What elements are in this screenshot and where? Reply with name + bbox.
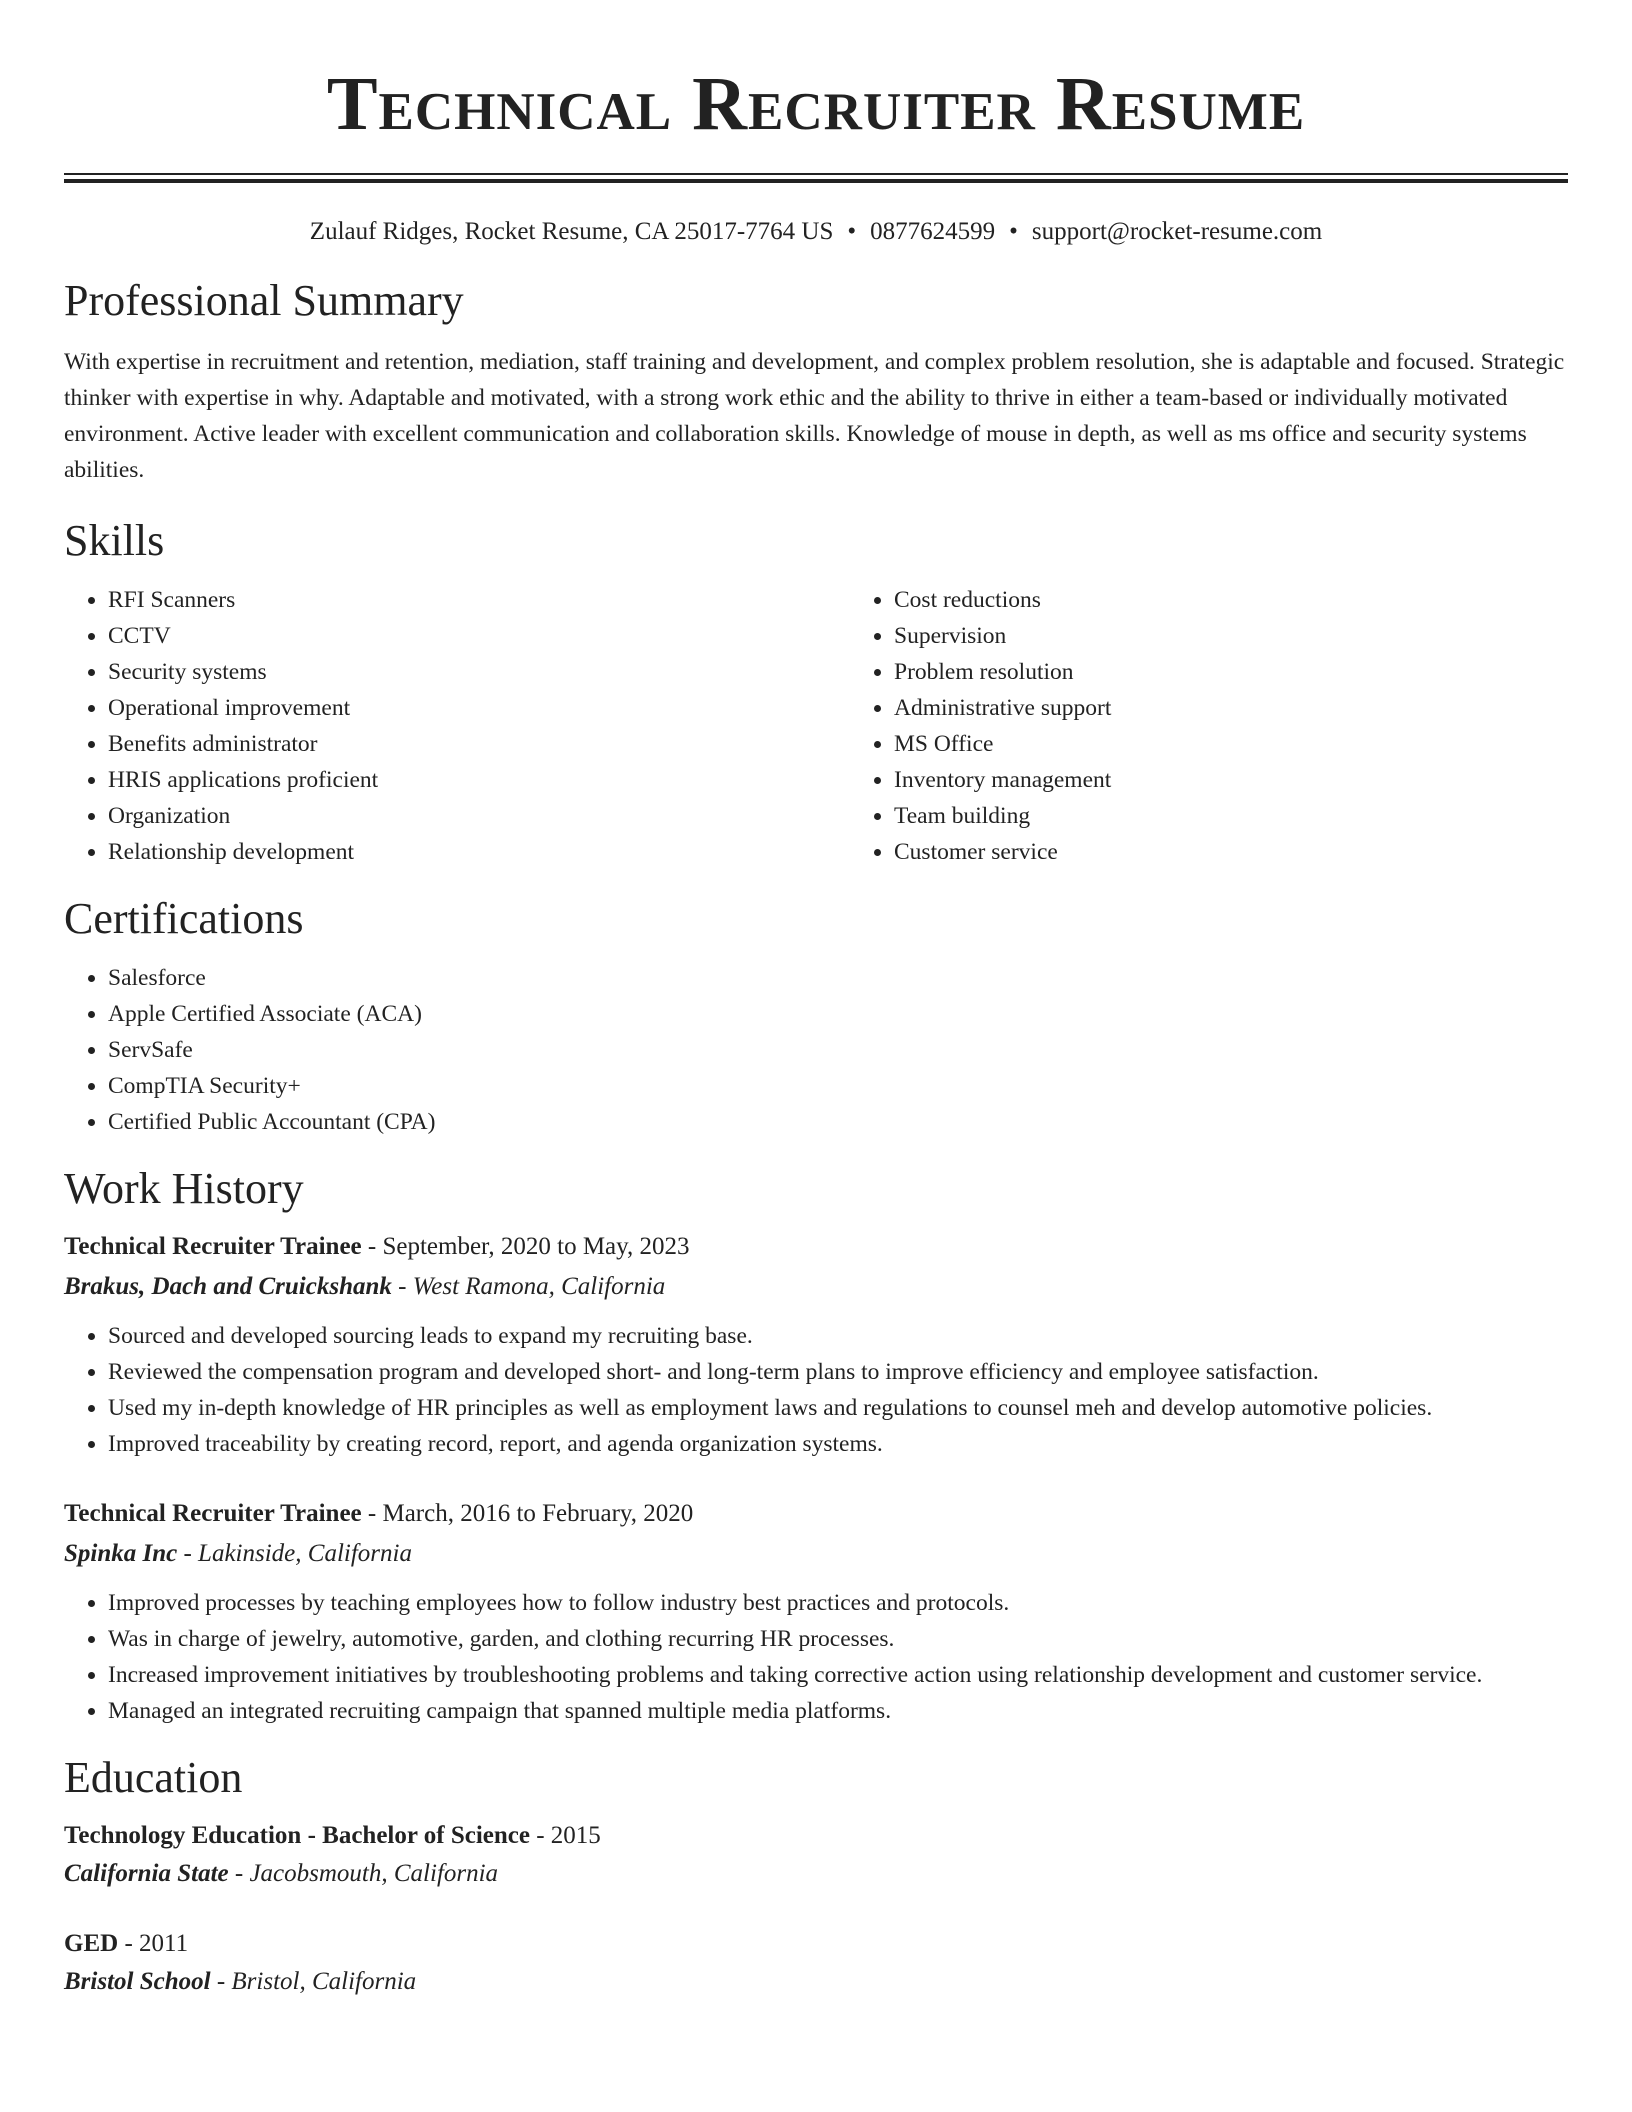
skill-item: • Customer service [894, 834, 1594, 870]
job-title: Technical Recruiter Trainee [64, 1500, 362, 1527]
certification-item: • CompTIA Security+ [108, 1068, 1568, 1104]
skill-item: • MS Office [894, 726, 1594, 762]
summary-heading: Professional Summary [64, 276, 464, 325]
skill-item: • Supervision [894, 618, 1594, 654]
education-entry [64, 1818, 1568, 1892]
skill-item: • Relationship development [108, 834, 850, 870]
skill-item: • Inventory management [894, 762, 1594, 798]
skill-item: • Benefits administrator [108, 726, 850, 762]
skills-list-left [64, 582, 850, 870]
contact-address: Zulauf Ridges, Rocket Resume, CA 25017-7764 US [309, 218, 834, 245]
resume-title: Technical Recruiter Resume [326, 62, 1306, 146]
education-year: - 2011 [118, 1930, 189, 1957]
education-degree: Technology Education - Bachelor of Science [64, 1822, 530, 1849]
job-bullet: • Improved processes by teaching employees how to follow industry best practices and protocols. [108, 1585, 1568, 1621]
skills-columns [64, 582, 1568, 870]
job-title: Technical Recruiter Trainee [64, 1233, 362, 1260]
contact-separator: • [1009, 218, 1018, 245]
skills-heading: Skills [64, 516, 165, 565]
job-location: - Lakinside, California [177, 1540, 412, 1567]
skill-item: • RFI Scanners [108, 582, 850, 618]
work-history-heading: Work History [64, 1164, 304, 1213]
job-bullet: • Managed an integrated recruiting campaign that spanned multiple media platforms. [108, 1693, 1568, 1729]
education-degree-line [64, 1818, 1568, 1854]
job-company-line [64, 1536, 1568, 1572]
job-bullet: • Used my in-depth knowledge of HR principles as well as employment laws and regulations to counsel meh and develop automotive policies. [108, 1390, 1568, 1426]
education-school-line [64, 1856, 1568, 1892]
skill-item: • HRIS applications proficient [108, 762, 850, 798]
certification-item: • ServSafe [108, 1032, 1568, 1068]
title-divider [64, 173, 1568, 183]
job-bullets [64, 1585, 1568, 1729]
education-degree-line [64, 1926, 1568, 1962]
job-company: Brakus, Dach and Cruickshank [64, 1273, 392, 1300]
education-school: Bristol School [64, 1968, 211, 1995]
summary-text: With expertise in recruitment and retention, mediation, staff training and development, and complex problem resolution, she is adaptable and focused. Strategic thinker with expertise in why. Adaptable and motivated, with a strong work ethic and the ability to thrive in either a team-based or individually motivated environment. Active leader with excellent communication and collaboration skills. Knowledge of mouse in depth, as well as ms office and security systems abilities. [64, 349, 1565, 483]
job-title-line [64, 1229, 1568, 1265]
job-bullet: • Sourced and developed sourcing leads to expand my recruiting base. [108, 1318, 1568, 1354]
job-company: Spinka Inc [64, 1540, 178, 1567]
skill-item: • Cost reductions [894, 582, 1594, 618]
skill-item: • Security systems [108, 654, 850, 690]
certification-item: • Apple Certified Associate (ACA) [108, 996, 1568, 1032]
job-bullet: • Was in charge of jewelry, automotive, garden, and clothing recurring HR processes. [108, 1621, 1568, 1657]
job-bullet: • Increased improvement initiatives by troubleshooting problems and taking corrective action using relationship development and customer service. [108, 1657, 1568, 1693]
education-year: - 2015 [529, 1822, 601, 1849]
job-bullets [64, 1318, 1568, 1462]
job-entry [64, 1496, 1568, 1729]
job-entry [64, 1229, 1568, 1462]
job-dates: - March, 2016 to February, 2020 [361, 1500, 694, 1527]
skill-item: • Organization [108, 798, 850, 834]
certification-item: • Salesforce [108, 960, 1568, 996]
education-school-line [64, 1964, 1568, 2000]
contact-email: support@rocket-resume.com [1031, 218, 1323, 245]
job-location: - West Ramona, California [391, 1273, 666, 1300]
education-location: - Jacobsmouth, California [228, 1860, 499, 1887]
job-title-line [64, 1496, 1568, 1532]
job-dates: - September, 2020 to May, 2023 [361, 1233, 690, 1260]
job-company-line [64, 1269, 1568, 1305]
education-location: - Bristol, California [210, 1968, 417, 1995]
skill-item: • CCTV [108, 618, 850, 654]
skill-item: • Administrative support [894, 690, 1594, 726]
job-bullet: • Improved traceability by creating record, report, and agenda organization systems. [108, 1426, 1568, 1462]
skills-list-right [850, 582, 1594, 870]
contact-phone: 0877624599 [870, 218, 996, 245]
contact-line [64, 216, 1568, 248]
contact-separator: • [847, 218, 857, 245]
education-heading: Education [64, 1753, 243, 1802]
education-degree: GED [64, 1930, 119, 1957]
skill-item: • Team building [894, 798, 1594, 834]
job-bullet: • Reviewed the compensation program and developed short- and long-term plans to improve efficiency and employee satisfaction. [108, 1354, 1568, 1390]
skill-item: • Problem resolution [894, 654, 1594, 690]
certifications-heading: Certifications [64, 894, 304, 943]
certifications-list [64, 960, 1568, 1140]
certification-item: • Certified Public Accountant (CPA) [108, 1104, 1568, 1140]
education-entry [64, 1926, 1568, 2000]
skill-item: • Operational improvement [108, 690, 850, 726]
education-school: California State [64, 1860, 229, 1887]
